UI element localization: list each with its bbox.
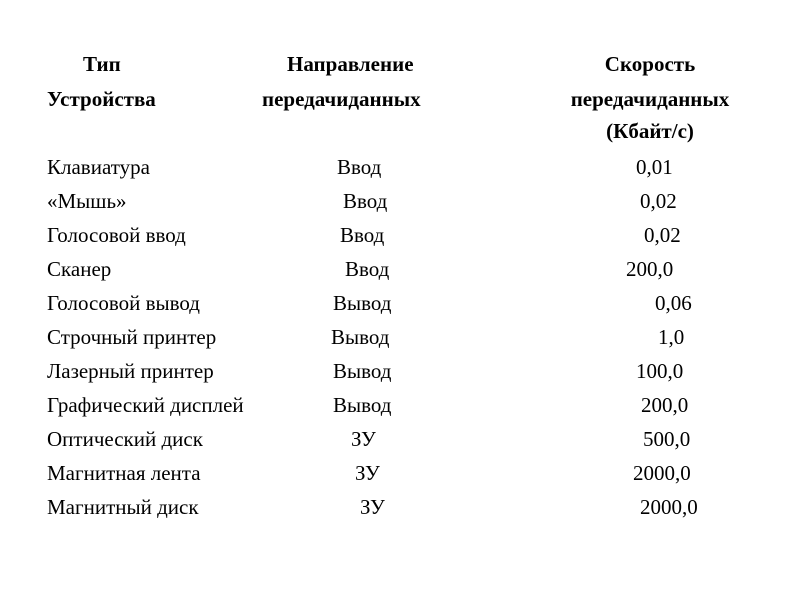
- table-row-device: Графический дисплей: [47, 393, 244, 417]
- header-type-line1: Тип: [83, 52, 121, 76]
- table-row-direction: Вывод: [333, 291, 392, 315]
- table-row-device: Клавиатура: [47, 155, 150, 179]
- header-speed-line2: передачиданных: [570, 87, 730, 111]
- table-row-speed: 200,0: [641, 393, 689, 417]
- table-row-direction: Вывод: [333, 359, 392, 383]
- table-row-device: Оптический диск: [47, 427, 203, 451]
- table-row-device: Строчный принтер: [47, 325, 217, 349]
- header-speed-line3: (Кбайт/с): [606, 119, 694, 143]
- table-row-speed: 1,0: [658, 325, 685, 349]
- table-row-device: Голосовой вывод: [47, 291, 200, 315]
- table-row-speed: 200,0: [626, 257, 674, 281]
- header-speed-line1: Скорость: [604, 52, 696, 76]
- table-row-direction: Ввод: [337, 155, 382, 179]
- table-row-device: «Мышь»: [47, 189, 127, 213]
- header-type-line2: Устройства: [47, 87, 156, 111]
- header-direction-line2: передачиданных: [262, 87, 421, 111]
- table-row-speed: 0,01: [636, 155, 673, 179]
- table-row-direction: Вывод: [331, 325, 390, 349]
- table-row-speed: 0,06: [655, 291, 692, 315]
- table-row-speed: 0,02: [644, 223, 681, 247]
- table-row-direction: Вывод: [333, 393, 392, 417]
- table-row-direction: ЗУ: [355, 461, 380, 485]
- table-row-device: Магнитная лента: [47, 461, 201, 485]
- table-row-direction: ЗУ: [360, 495, 385, 519]
- table-row-direction: ЗУ: [351, 427, 376, 451]
- table-row-speed: 2000,0: [640, 495, 698, 519]
- table-row-speed: 0,02: [640, 189, 677, 213]
- table-row-device: Голосовой ввод: [47, 223, 186, 247]
- header-direction-line1: Направление: [287, 52, 414, 76]
- table-row-speed: 500,0: [643, 427, 691, 451]
- table-row-direction: Ввод: [343, 189, 388, 213]
- table-row-device: Сканер: [47, 257, 112, 281]
- table-row-direction: Ввод: [345, 257, 390, 281]
- table-row-direction: Ввод: [340, 223, 385, 247]
- table-row-device: Лазерный принтер: [47, 359, 214, 383]
- table-row-speed: 100,0: [636, 359, 684, 383]
- table-row-speed: 2000,0: [633, 461, 691, 485]
- table-row-device: Магнитный диск: [47, 495, 199, 519]
